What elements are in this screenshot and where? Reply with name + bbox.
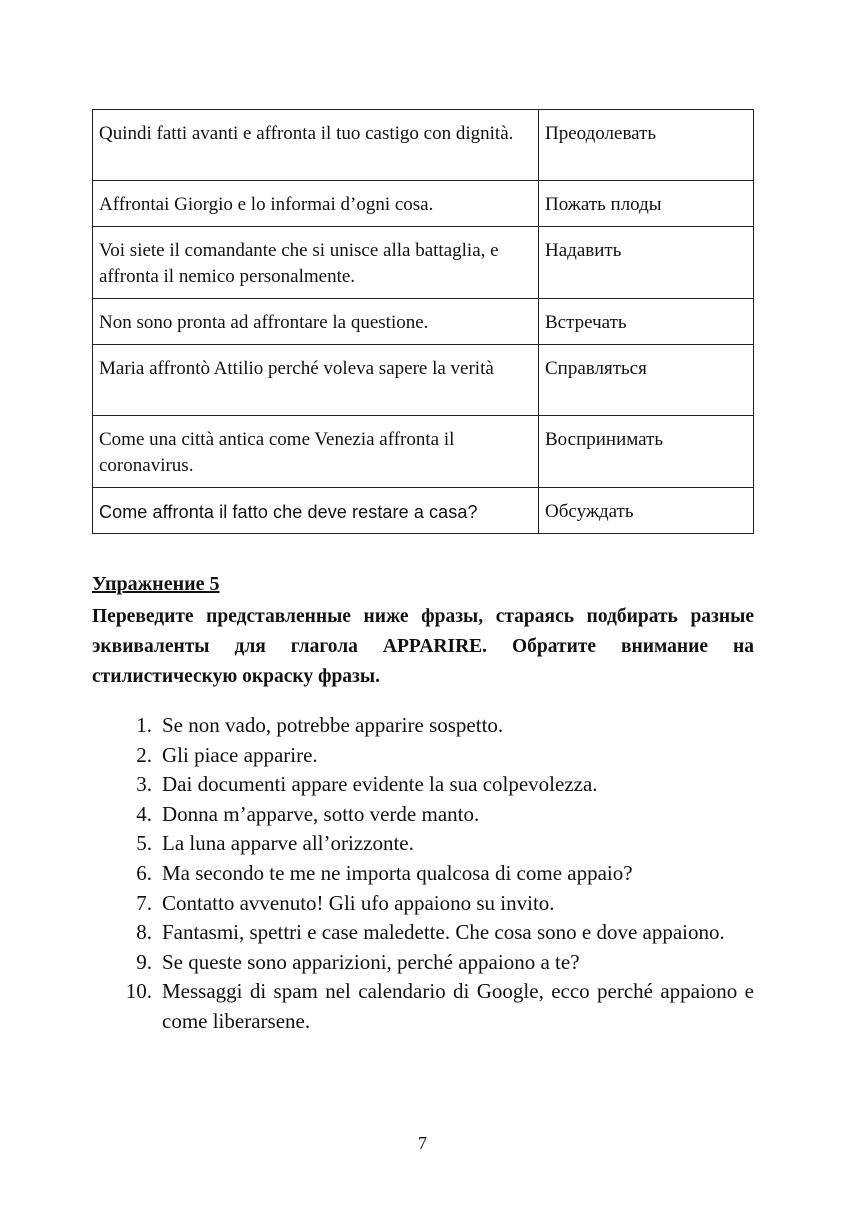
item-text: La luna apparve all’orizzonte. bbox=[162, 831, 414, 856]
table-row bbox=[93, 416, 754, 488]
item-text: Se queste sono apparizioni, perché appaiono a te? bbox=[162, 949, 580, 974]
list-item bbox=[92, 889, 754, 919]
list-item bbox=[92, 741, 754, 771]
item-text: Se non vado, potrebbe apparire sospetto. bbox=[162, 713, 504, 737]
list-item bbox=[92, 829, 754, 859]
table-row bbox=[93, 299, 754, 345]
matching-table bbox=[92, 109, 754, 534]
item-number: 3. bbox=[136, 772, 152, 797]
item-text: Contatto avvenuto! Gli ufo appaiono su invito. bbox=[162, 890, 555, 915]
item-number: 10. bbox=[125, 979, 152, 1004]
list-item bbox=[92, 859, 754, 889]
phrase-list bbox=[92, 711, 754, 1037]
russian-verb-cell: Пожать плоды bbox=[539, 181, 754, 227]
list-item bbox=[92, 948, 754, 978]
item-number: 7. bbox=[136, 890, 152, 915]
item-number: 6. bbox=[136, 860, 152, 885]
italian-phrase-cell: Come affronta il fatto che deve restare a casa? bbox=[93, 488, 539, 534]
exercise-title: Упражнение 5 bbox=[92, 573, 220, 595]
list-item bbox=[92, 977, 754, 1036]
table-row bbox=[93, 227, 754, 299]
italian-phrase-cell: Affrontai Giorgio e lo informai d’ogni cosa. bbox=[93, 181, 539, 227]
list-item bbox=[92, 800, 754, 830]
list-item bbox=[92, 918, 754, 948]
russian-verb-cell: Справляться bbox=[539, 345, 754, 416]
item-number: 8. bbox=[136, 920, 152, 945]
russian-verb-cell: Преодолевать bbox=[539, 110, 754, 181]
italian-phrase-cell: Maria affrontò Attilio perché voleva sapere la verità bbox=[93, 345, 539, 416]
item-text: Ma secondo te me ne importa qualcosa di come appaio? bbox=[162, 860, 633, 885]
italian-phrase-cell: Come una città antica come Venezia affronta il coronavirus. bbox=[93, 416, 539, 488]
item-number: 5. bbox=[136, 831, 152, 856]
table-row bbox=[93, 345, 754, 416]
item-number: 2. bbox=[136, 742, 152, 767]
item-number: 9. bbox=[136, 949, 152, 974]
italian-phrase-cell: Non sono pronta ad affrontare la questione. bbox=[93, 299, 539, 345]
list-item bbox=[92, 711, 754, 741]
russian-verb-cell: Воспринимать bbox=[539, 416, 754, 488]
italian-phrase-cell: Quindi fatti avanti e affronta il tuo castigo con dignità. bbox=[93, 110, 539, 181]
item-text: Donna m’apparve, sotto verde manto. bbox=[162, 801, 480, 826]
table-row bbox=[93, 181, 754, 227]
page-number: 7 bbox=[418, 1133, 427, 1153]
item-text: Dai documenti appare evidente la sua colpevolezza. bbox=[162, 772, 598, 797]
russian-verb-cell: Надавить bbox=[539, 227, 754, 299]
russian-verb-cell: Обсуждать bbox=[539, 488, 754, 534]
item-number: 4. bbox=[136, 801, 152, 826]
item-text: Messaggi di spam nel calendario di Google, ecco perché appaiono e come liberarsene. bbox=[162, 979, 754, 1033]
russian-verb-cell: Встречать bbox=[539, 299, 754, 345]
table-row bbox=[93, 110, 754, 181]
list-item bbox=[92, 770, 754, 800]
italian-phrase-cell: Voi siete il comandante che si unisce alla battaglia, e affronta il nemico personalmente. bbox=[93, 227, 539, 299]
item-text: Gli piace apparire. bbox=[162, 742, 318, 767]
table-row bbox=[93, 488, 754, 534]
item-text: Fantasmi, spettri e case maledette. Che cosa sono e dove appaiono. bbox=[162, 920, 725, 945]
exercise-instruction: Переведите представленные ниже фразы, стараясь подбирать разные эквиваленты для глагола APPARIRE. Обратите внимание на стилистическую окраску фразы. bbox=[92, 606, 754, 687]
item-number: 1. bbox=[136, 713, 152, 737]
